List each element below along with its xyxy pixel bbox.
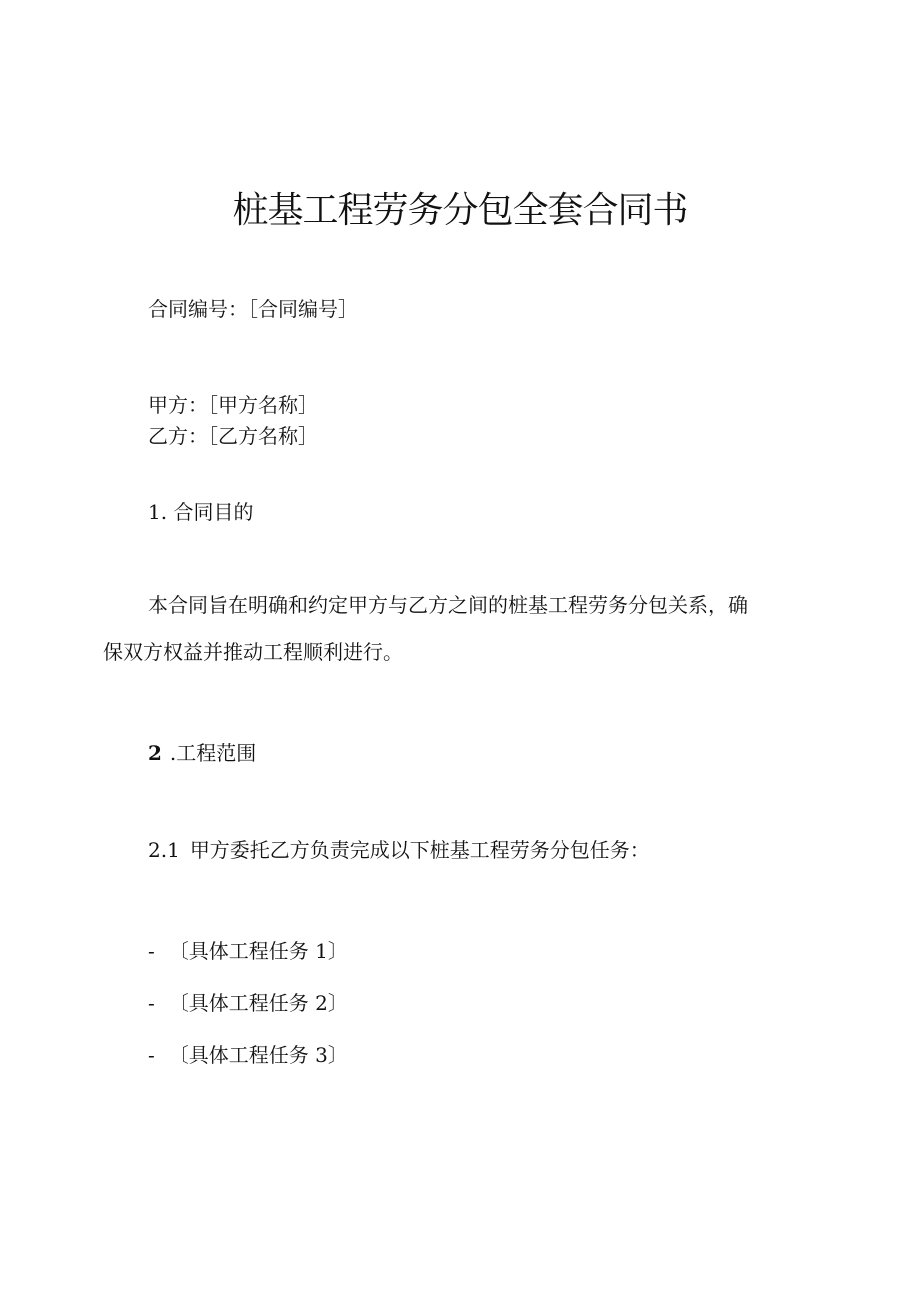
document-title: 桩基工程劳务分包全套合同书 xyxy=(232,190,688,231)
section1-paragraph-line1: 本合同旨在明确和约定甲方与乙方之间的桩基工程劳务分包关系，确 xyxy=(148,593,748,617)
task-dash: - xyxy=(148,1043,155,1067)
task-dash: - xyxy=(148,939,155,963)
section2-heading xyxy=(148,739,256,767)
task-text: 〔具体工程任务 1〕 xyxy=(168,939,348,963)
section1-heading: 1. 合同目的 xyxy=(148,500,254,524)
party-b-line: 乙方：［乙方名称］ xyxy=(148,424,318,448)
section2-heading-text: .工程范围 xyxy=(169,741,257,765)
clause-2-1-number: 2.1 xyxy=(148,838,180,862)
task-dash: - xyxy=(148,991,155,1015)
section2-heading-number: 2 xyxy=(148,741,162,765)
party-a-line: 甲方：［甲方名称］ xyxy=(148,393,318,417)
task-list-item xyxy=(148,1041,348,1069)
clause-2-1-text: 甲方委托乙方负责完成以下桩基工程劳务分包任务： xyxy=(189,838,650,862)
task-text: 〔具体工程任务 3〕 xyxy=(168,1043,348,1067)
clause-2-1 xyxy=(148,836,650,864)
task-text: 〔具体工程任务 2〕 xyxy=(168,991,348,1015)
section1-paragraph-line2: 保双方权益并推动工程顺利进行。 xyxy=(103,640,403,664)
task-list-item xyxy=(148,989,348,1017)
task-list-item xyxy=(148,937,348,965)
contract-number-line: 合同编号：［合同编号］ xyxy=(148,297,358,321)
